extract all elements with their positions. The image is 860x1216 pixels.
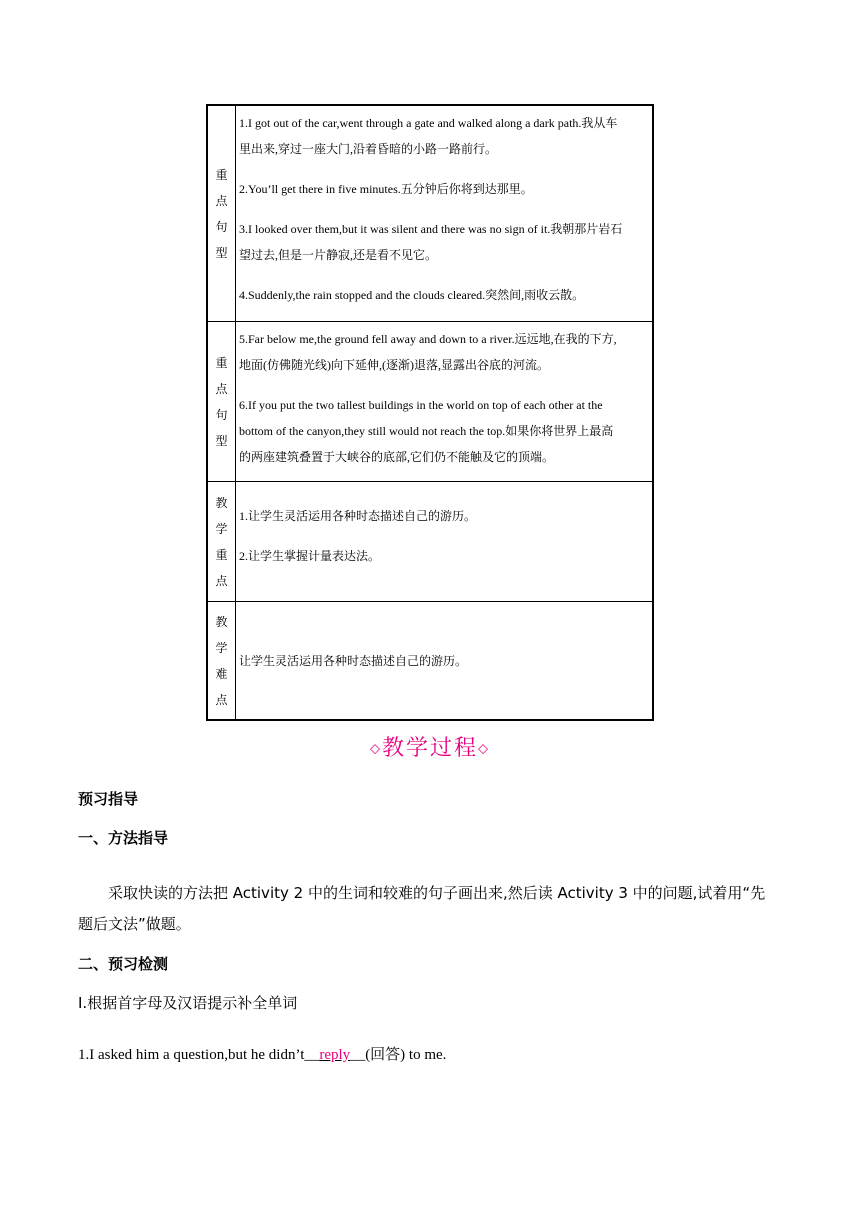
sentence-line: 5.Far below me,the ground fell away and down to a river.远远地,在我的下方, bbox=[239, 332, 617, 346]
question-1: 1.I asked him a question,but he didn’t__reply__(回答) to me. bbox=[78, 1047, 447, 1063]
sentence-line: 6.If you put the two tallest buildings in the world on top of each other at the bbox=[239, 398, 603, 412]
sentence-line: 1.I got out of the car,went through a gate and walked along a dark path.我从车 bbox=[239, 116, 618, 130]
method-paragraph: 采取快读的方法把 Activity 2 中的生词和较难的句子画出来,然后读 Activity 3 中的问题,试着用“先 题后文法”做题。 bbox=[78, 884, 766, 933]
table-row bbox=[208, 106, 652, 322]
heading-method-guide: 一、方法指导 bbox=[78, 829, 169, 847]
table-row bbox=[208, 482, 652, 602]
key-sentences-table bbox=[206, 104, 654, 721]
table-row bbox=[208, 602, 652, 719]
sentence-line: 地面(仿佛随光线)向下延伸,(逐渐)退落,显露出谷底的河流。 bbox=[239, 358, 549, 372]
diamond-icon: ◇ bbox=[369, 741, 382, 757]
heading-preview-guide: 预习指导 bbox=[78, 790, 139, 808]
row-content bbox=[236, 482, 652, 601]
sentence-line: 3.I looked over them,but it was silent and there was no sign of it.我朝那片岩石 bbox=[239, 222, 623, 236]
row-content bbox=[236, 106, 652, 321]
table-row bbox=[208, 322, 652, 482]
focus-line: 2.让学生掌握计量表达法。 bbox=[239, 549, 381, 563]
row-label: 教 学 重 点 bbox=[208, 482, 236, 601]
exercise-instruction: Ⅰ.根据首字母及汉语提示补全单词 bbox=[78, 994, 298, 1012]
sentence-line: 望过去,但是一片静寂,还是看不见它。 bbox=[239, 248, 438, 262]
sentence-line: 2.You’ll get there in five minutes.五分钟后你将到达那里。 bbox=[239, 182, 533, 196]
answer-blank: reply bbox=[319, 1047, 351, 1063]
row-label: 重 点 句 型 bbox=[208, 106, 236, 321]
sentence-line: bottom of the canyon,they still would not reach the top.如果你将世界上最高 bbox=[239, 424, 614, 438]
difficulty-line: 让学生灵活运用各种时态描述自己的游历。 bbox=[239, 653, 468, 668]
diamond-icon: ◇ bbox=[478, 741, 490, 757]
section-title: ◇教学过程◇ bbox=[369, 736, 490, 761]
row-content bbox=[236, 322, 652, 481]
row-label: 重 点 句 型 bbox=[208, 322, 236, 481]
sentence-line: 的两座建筑叠置于大峡谷的底部,它们仍不能触及它的顶端。 bbox=[239, 450, 555, 464]
row-label: 教 学 难 点 bbox=[208, 602, 236, 719]
focus-line: 1.让学生灵活运用各种时态描述自己的游历。 bbox=[239, 509, 477, 523]
sentence-line: 4.Suddenly,the rain stopped and the clouds cleared.突然间,雨收云散。 bbox=[239, 288, 585, 302]
row-content bbox=[236, 602, 652, 719]
sentence-line: 里出来,穿过一座大门,沿着昏暗的小路一路前行。 bbox=[239, 142, 498, 156]
heading-preview-check: 二、预习检测 bbox=[78, 955, 169, 973]
